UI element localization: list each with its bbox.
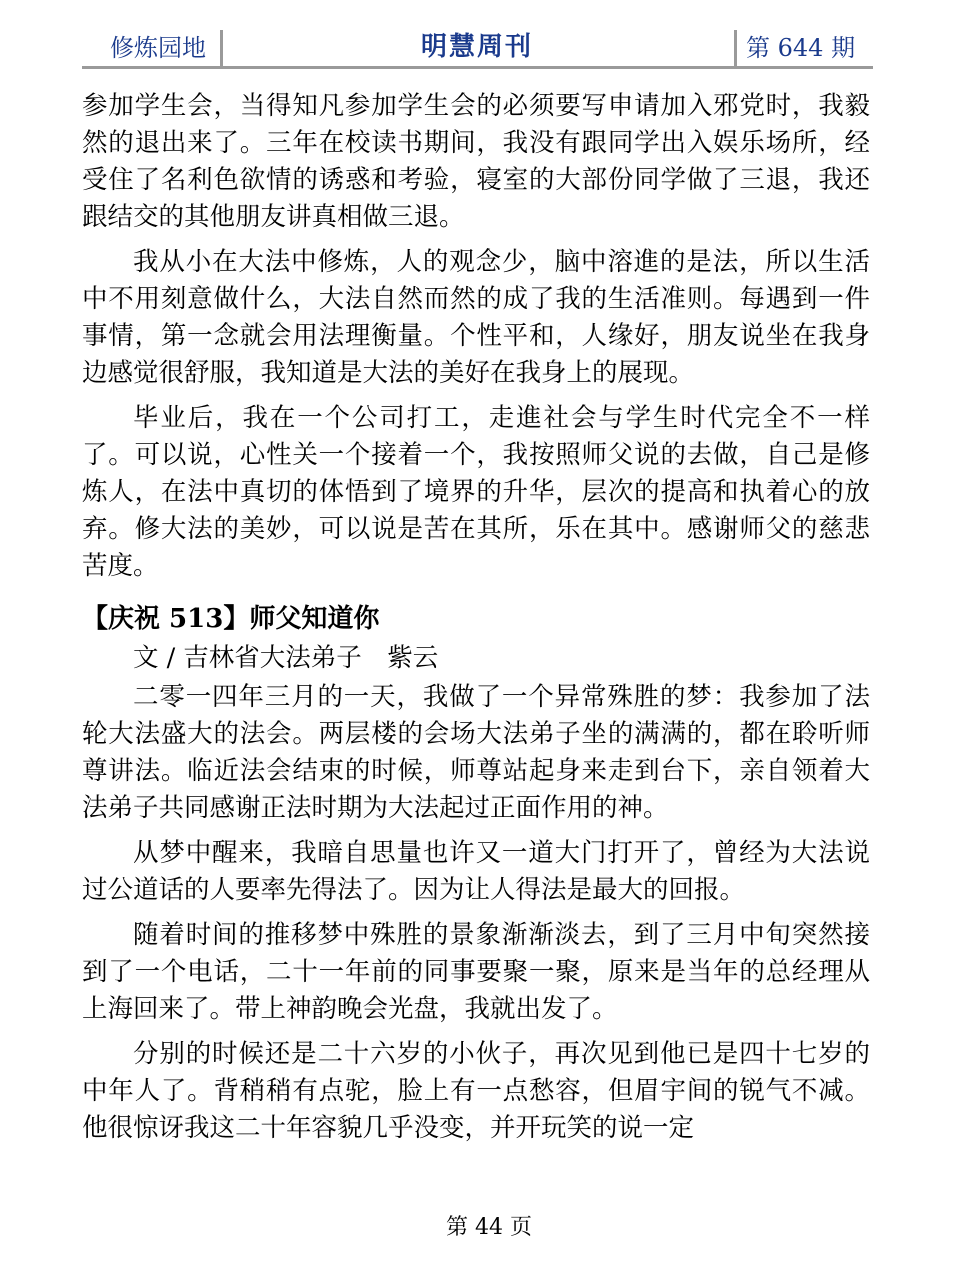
body-paragraph: 我从小在大法中修炼，人的观念少，脑中溶進的是法，所以生活中不用刻意做什么，大法自然而然的成了我的生活准则。每遇到一件事情，第一念就会用法理衡量。个性平和，人缘好，朋友说坐在我身边感觉很舒服，我知道是大法的美好在我身上的展现。 — [82, 247, 870, 388]
page-content — [82, 88, 870, 1155]
body-paragraph: 随着时间的推移梦中殊胜的景象渐渐淡去，到了三月中旬突然接到了一个电话，二十一年前的同事要聚一聚，原来是当年的总经理从上海回来了。带上神韵晚会光盘，我就出发了。 — [82, 920, 870, 1024]
body-paragraph: 二零一四年三月的一天，我做了一个异常殊胜的梦：我参加了法轮大法盛大的法会。两层楼的会场大法弟子坐的满满的，都在聆听师尊讲法。临近法会结束的时候，师尊站起身来走到台下，亲自领着大法弟子共同感谢正法时期为大法起过正面作用的神。 — [82, 682, 870, 823]
body-paragraph: 参加学生会，当得知凡参加学生会的必须要写申请加入邪党时，我毅然的退出来了。三年在校读书期间，我没有跟同学出入娱乐场所，经受住了名利色欲情的诱惑和考验，寝室的大部份同学做了三退，我还跟结交的其他朋友讲真相做三退。 — [82, 91, 870, 232]
issue-number: 第 644 期 — [746, 34, 856, 62]
article-title: 【庆祝 513】师父知道你 — [82, 604, 380, 634]
body-paragraph: 毕业后，我在一个公司打工，走進社会与学生时代完全不一样了。可以说，心性关一个接着一个，我按照师父说的去做，自己是修炼人，在法中真切的体悟到了境界的升华，层次的提高和执着心的放弃。修大法的美妙，可以说是苦在其所，乐在其中。感谢师父的慈悲苦度。 — [82, 403, 870, 581]
article-byline: 文 / 吉林省大法弟子 紫云 — [133, 643, 439, 673]
body-paragraph: 从梦中醒来，我暗自思量也许又一道大门打开了，曾经为大法说过公道话的人要率先得法了。因为让人得法是最大的回报。 — [82, 838, 870, 905]
section-name: 修炼园地 — [110, 34, 206, 62]
page-header — [82, 22, 873, 69]
body-paragraph: 分别的时候还是二十六岁的小伙子，再次见到他已是四十七岁的中年人了。背稍稍有点驼，脸上有一点愁容，但眉宇间的锐气不减。他很惊讶我这二十年容貌几乎没变，并开玩笑的说一定 — [82, 1039, 870, 1143]
publication-title: 明慧周刊 — [420, 32, 533, 62]
page-number: 第 44 页 — [446, 1215, 532, 1240]
header-divider — [734, 30, 737, 66]
